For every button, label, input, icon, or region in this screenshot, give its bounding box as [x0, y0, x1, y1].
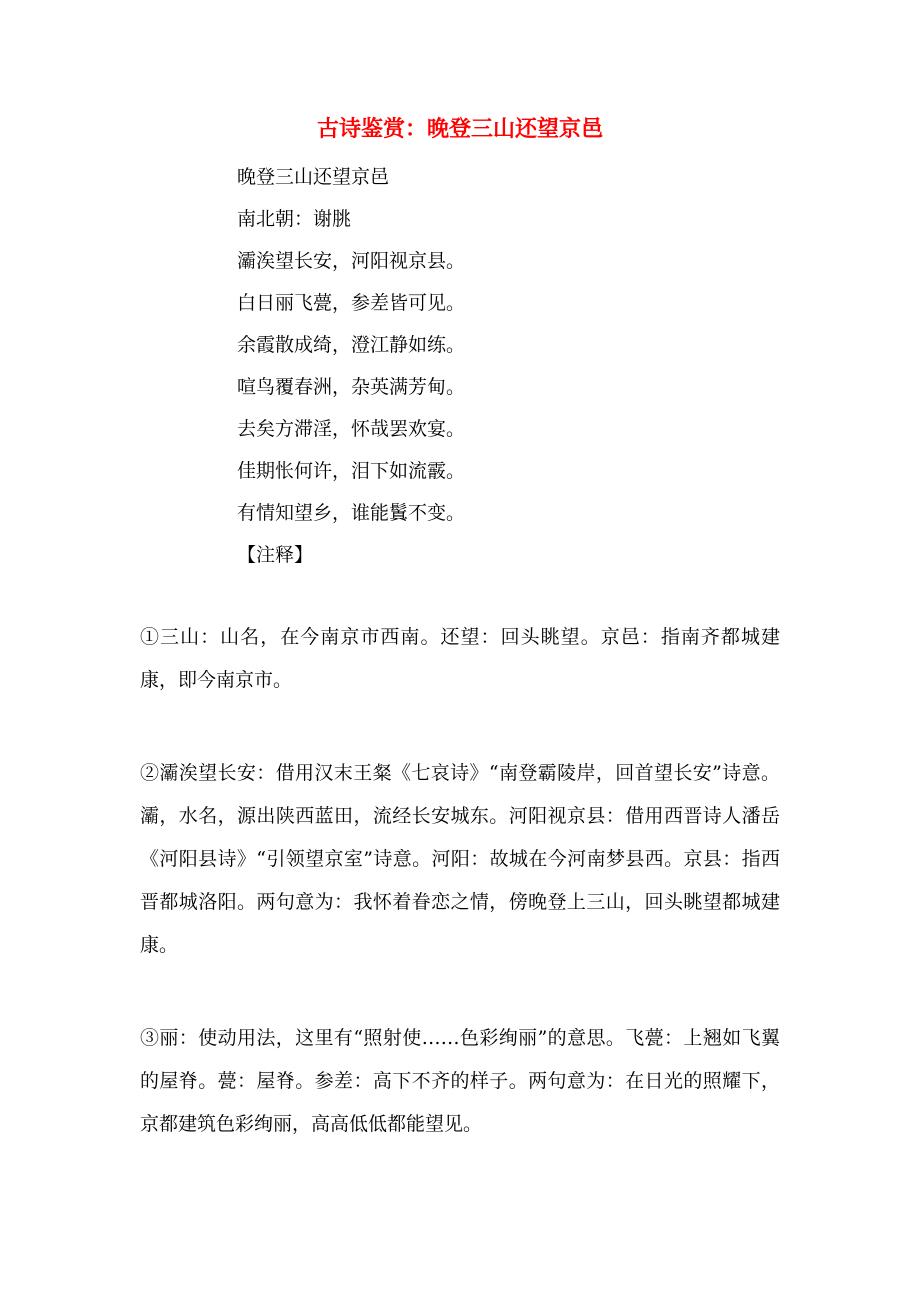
- note-paragraph: ③丽：使动用法，这里有“照射使……色彩绚丽”的意思。飞甍：上翘如飞翼的屋脊。甍：屋脊。参差：高下不齐的样子。两句意为：在日光的照耀下，京都建筑色彩绚丽，高高低低都能望见。: [140, 1027, 780, 1135]
- poem-block: [237, 156, 797, 576]
- poem-title: 晚登三山还望京邑: [237, 166, 390, 188]
- document-title: 古诗鉴赏：晚登三山还望京邑: [316, 116, 603, 142]
- notes-section: [140, 616, 780, 1196]
- poem-line: 去矣方滞淫，怀哉罢欢宴。: [237, 418, 466, 440]
- poem-line: 佳期怅何许，泪下如流霰。: [237, 460, 466, 482]
- poem-line: 喧鸟覆春洲，杂英满芳甸。: [237, 376, 466, 398]
- poem-author: 南北朝：谢朓: [237, 208, 352, 230]
- note-paragraph: ②灞涘望长安：借用汉末王粲《七哀诗》“南登霸陵岸，回首望长安”诗意。灞，水名，源出陕西蓝田，流经长安城东。河阳视京县：借用西晋诗人潘岳《河阳县诗》“引领望京室”诗意。河阳：故城在今河南梦县西。京县：指西晋都城洛阳。两句意为：我怀着眷恋之情，傍晚登上三山，回头眺望都城建康。: [140, 762, 780, 956]
- note-paragraph: ①三山：山名，在今南京市西南。还望：回头眺望。京邑：指南齐都城建康，即今南京市。: [140, 626, 780, 691]
- poem-line: 余霞散成绮，澄江静如练。: [237, 334, 466, 356]
- poem-line: 灞涘望长安，河阳视京县。: [237, 250, 466, 272]
- poem-line: 白日丽飞甍，参差皆可见。: [237, 292, 466, 314]
- poem-line: 有情知望乡，谁能鬒不变。: [237, 502, 466, 524]
- notes-heading: 【注释】: [237, 544, 314, 566]
